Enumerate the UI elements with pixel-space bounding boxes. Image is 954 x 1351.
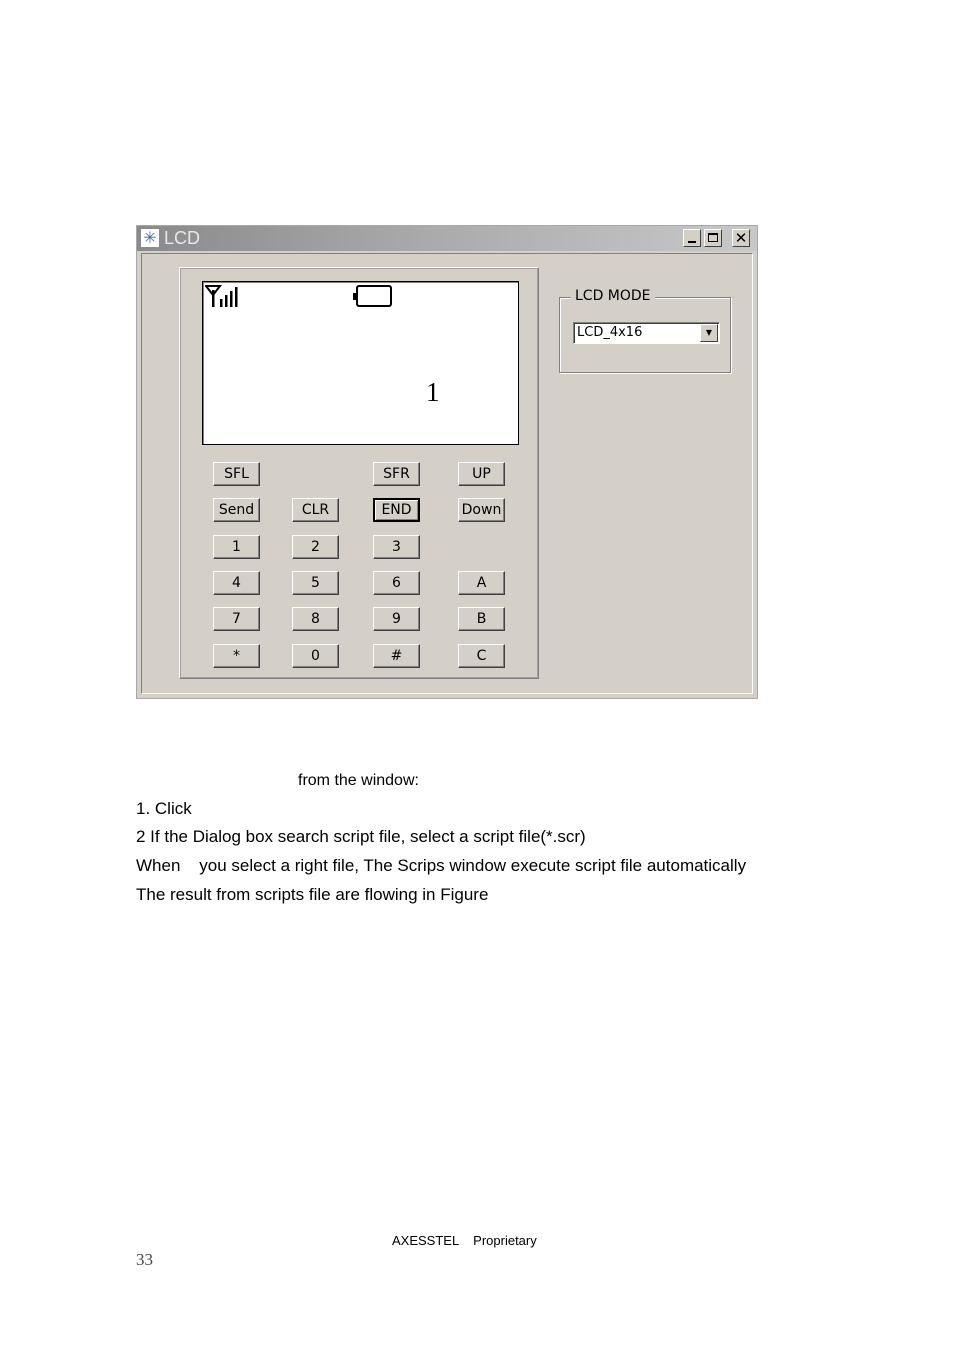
- lcd-mode-value: LCD_4x16: [577, 325, 643, 340]
- battery-icon: [356, 285, 392, 307]
- snowflake-app-icon: ✳: [141, 229, 159, 247]
- lcd-window: [136, 225, 758, 699]
- key-9[interactable]: 9: [373, 607, 420, 631]
- key-sfr[interactable]: SFR: [373, 462, 420, 486]
- doc-line-2: 1. Click: [136, 799, 192, 818]
- dropdown-arrow-icon[interactable]: ▼: [700, 324, 718, 342]
- key-clr[interactable]: CLR: [292, 498, 339, 522]
- maximize-button[interactable]: [704, 229, 722, 247]
- title-bar[interactable]: [137, 226, 757, 251]
- doc-line-3: 2 If the Dialog box search script file, select a script file(*.scr): [136, 827, 586, 846]
- key-3[interactable]: 3: [373, 535, 420, 559]
- key-2[interactable]: 2: [292, 535, 339, 559]
- page-number: 33: [136, 1250, 153, 1269]
- close-icon: ✕: [734, 229, 748, 247]
- minimize-icon: [688, 241, 696, 243]
- key-1[interactable]: 1: [213, 535, 260, 559]
- key-c[interactable]: C: [458, 644, 505, 668]
- key-a[interactable]: A: [458, 571, 505, 595]
- lcd-mode-group: [559, 288, 731, 373]
- key-sfl[interactable]: SFL: [213, 462, 260, 486]
- key-down[interactable]: Down: [458, 498, 505, 522]
- key-b[interactable]: B: [458, 607, 505, 631]
- lcd-text: 1: [426, 377, 440, 407]
- doc-line-5: The result from scripts file are flowing in Figure: [136, 885, 489, 904]
- doc-line-4: When you select a right file, The Scrips window execute script file automatically: [136, 856, 747, 875]
- key-up[interactable]: UP: [458, 462, 505, 486]
- minimize-button[interactable]: [683, 229, 701, 247]
- key-6[interactable]: 6: [373, 571, 420, 595]
- doc-line-1: from the window:: [298, 772, 419, 789]
- lcd-display: [202, 281, 519, 445]
- key-7[interactable]: 7: [213, 607, 260, 631]
- key-8[interactable]: 8: [292, 607, 339, 631]
- key-star[interactable]: *: [213, 644, 260, 668]
- footer-text: AXESSTEL Proprietary: [392, 1233, 537, 1248]
- close-button[interactable]: [732, 229, 750, 247]
- key-end[interactable]: END: [373, 498, 420, 522]
- key-hash[interactable]: #: [373, 644, 420, 668]
- key-4[interactable]: 4: [213, 571, 260, 595]
- key-5[interactable]: 5: [292, 571, 339, 595]
- key-0[interactable]: 0: [292, 644, 339, 668]
- signal-strength-icon: [205, 284, 241, 308]
- window-title: LCD: [164, 228, 201, 248]
- maximize-icon: [708, 233, 718, 242]
- key-send[interactable]: Send: [213, 498, 260, 522]
- lcd-mode-legend: LCD MODE: [571, 287, 655, 305]
- lcd-mode-select[interactable]: [573, 322, 720, 344]
